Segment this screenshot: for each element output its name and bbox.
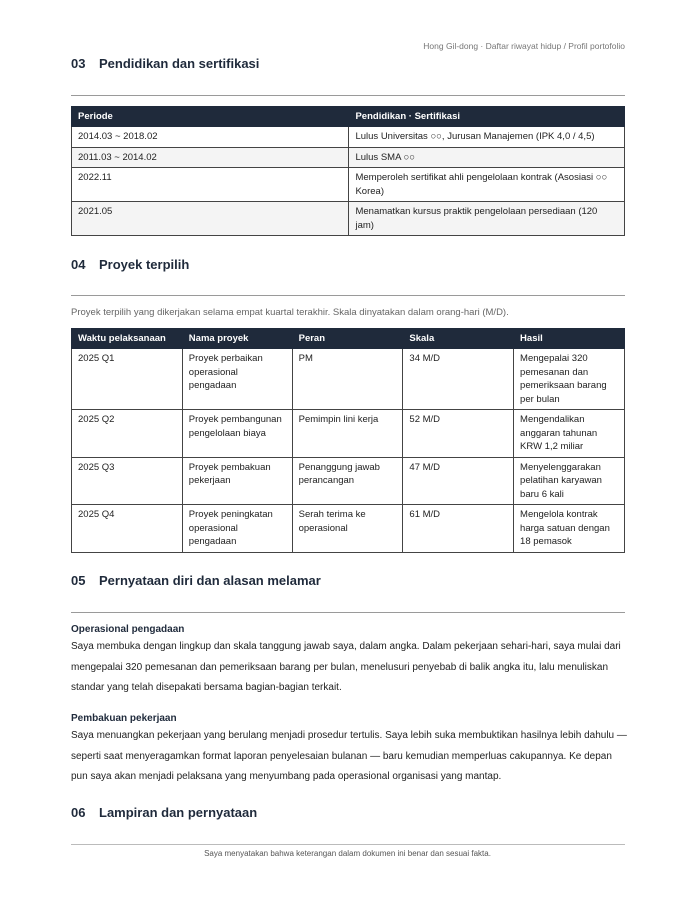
table-cell: PM [292,349,403,410]
table-row [72,202,625,236]
table-cell: 2011.03 ~ 2014.02 [72,147,349,168]
table-row [72,127,625,148]
table-row [72,410,625,458]
table-cell: Menyelenggarakan pelatihan karyawan baru 6 kali [514,457,625,505]
statement-subheading: Pembakuan pekerjaan [71,713,177,724]
section-heading-education [71,56,259,71]
table-cell: 61 M/D [403,505,514,553]
education-table [71,106,625,236]
section-number: 06 [71,805,86,820]
table-cell: Mengepalai 320 pemesanan dan pemeriksaan barang per bulan [514,349,625,410]
table-cell: 2014.03 ~ 2018.02 [72,127,349,148]
table-cell: 2025 Q4 [72,505,183,553]
table-cell: Pemimpin lini kerja [292,410,403,458]
table-cell: Memperoleh sertifikat ahli pengelolaan kontrak (Asosiasi ○○ Korea) [349,168,625,202]
table-header-row [72,107,625,127]
section-number: 04 [71,257,86,272]
table-cell: Mengendalikan anggaran tahunan KRW 1,2 miliar [514,410,625,458]
table-cell: Penanggung jawab perancangan [292,457,403,505]
table-header-row [72,329,625,349]
section-heading-projects [71,257,189,272]
section-divider [71,295,625,296]
footer-declaration: Saya menyatakan bahwa keterangan dalam dokumen ini benar dan sesuai fakta. [204,849,491,858]
column-header: Hasil [514,329,625,349]
section-title: Pendidikan dan sertifikasi [99,56,260,71]
table-cell: Proyek pembakuan pekerjaan [182,457,292,505]
section-heading-attachments [71,805,257,820]
table-cell: Proyek perbaikan operasional pengadaan [182,349,292,410]
table-caption: Proyek terpilih yang dikerjakan selama empat kuartal terakhir. Skala dinyatakan dalam orang-hari (M/D). [71,307,509,318]
footer-divider [71,844,625,845]
column-header: Pendidikan · Sertifikasi [349,107,625,127]
statement-paragraph: Saya membuka dengan lingkup dan skala tanggung jawab saya, dalam angka. Dalam pekerjaan sehari-hari, saya mulai dari mengepalai 320 pemesanan dan pemeriksaan barang per bulan, menelusuri penyebab di balik angka itu, lalu menuliskan standar yang telah disepakati bersama bagian-bagian terkait. [71,641,621,693]
table-cell: Lulus SMA ○○ [349,147,625,168]
table-row [72,168,625,202]
section-title: Proyek terpilih [99,257,190,272]
running-header: Hong Gil-dong · Daftar riwayat hidup / Profil portofolio [423,41,625,51]
table-cell: Mengelola kontrak harga satuan dengan 18 pemasok [514,505,625,553]
column-header: Peran [292,329,403,349]
table-cell: 2025 Q3 [72,457,183,505]
table-cell: Serah terima ke operasional [292,505,403,553]
table-cell: 52 M/D [403,410,514,458]
table-cell: 2025 Q1 [72,349,183,410]
table-cell: Proyek pembangunan pengelolaan biaya [182,410,292,458]
table-cell: Menamatkan kursus praktik pengelolaan persediaan (120 jam) [349,202,625,236]
statement-subheading: Operasional pengadaan [71,624,185,635]
table-cell: Lulus Universitas ○○, Jurusan Manajemen (IPK 4,0 / 4,5) [349,127,625,148]
column-header: Nama proyek [182,329,292,349]
projects-table [71,328,625,553]
section-divider [71,612,625,613]
section-heading-statement [71,573,321,588]
table-row [72,349,625,410]
section-divider [71,95,625,96]
table-row [72,505,625,553]
column-header: Skala [403,329,514,349]
table-row [72,147,625,168]
table-cell: 34 M/D [403,349,514,410]
table-cell: 2022.11 [72,168,349,202]
table-cell: 2025 Q2 [72,410,183,458]
table-cell: 2021.05 [72,202,349,236]
table-cell: Proyek peningkatan operasional pengadaan [182,505,292,553]
section-number: 03 [71,56,86,71]
column-header: Periode [72,107,349,127]
section-number: 05 [71,573,86,588]
table-cell: 47 M/D [403,457,514,505]
section-title: Pernyataan diri dan alasan melamar [99,573,321,588]
section-title: Lampiran dan pernyataan [99,805,258,820]
table-row [72,457,625,505]
statement-paragraph: Saya menuangkan pekerjaan yang berulang menjadi prosedur tertulis. Saya lebih suka membuktikan hasilnya lebih dahulu — seperti saat menyeragamkan format laporan penyelesaian bulanan — baru kemudian memperluas cakupannya. Ke depan pun saya akan menjadi pelaksana yang menyumbang pada operasional organisasi yang mantap. [71,730,627,782]
column-header: Waktu pelaksanaan [72,329,183,349]
